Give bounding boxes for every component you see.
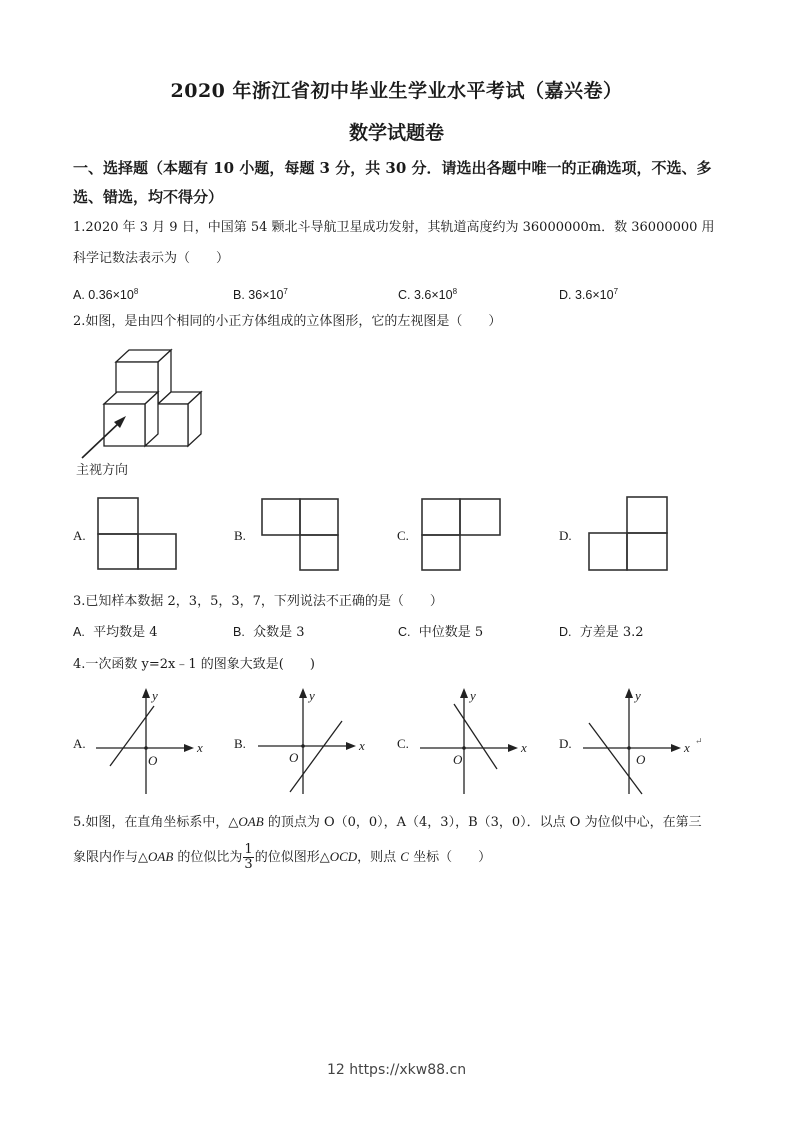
option-value: 0.36×10 (88, 288, 134, 303)
option-label: D. (559, 288, 572, 303)
question-5-line-2 (73, 840, 723, 875)
page-footer: 12 https://xkw88.cn (326, 1062, 467, 1078)
option-exponent: 8 (133, 287, 139, 296)
svg-text:y: y (152, 688, 158, 703)
svg-text:y: y (635, 688, 641, 703)
option-3a (73, 617, 233, 648)
question-text: 2020 年 3 月 9 日，中国第 54 颗北斗导航卫星成功发射，其轨道高度约为 36000000m．数 36000000 用科学记数法表示为（ ） (73, 220, 715, 266)
option-label: C. (398, 288, 411, 303)
svg-text:x: x (521, 740, 527, 755)
option-label: B. (233, 288, 245, 303)
page-title: 2020 年浙江省初中毕业生学业水平考试（嘉兴卷） (170, 80, 623, 102)
math-term: OAB (148, 849, 174, 864)
question-text: 的位似图形△ (254, 850, 330, 865)
option-4c-label: C. (397, 736, 409, 751)
option-text: 众数是 3 (253, 625, 305, 640)
option-4b-graph (258, 688, 373, 798)
question-text: 如图，在直角坐标系中，△ (85, 815, 239, 830)
return-mark-icon: ↵ (695, 737, 703, 747)
svg-text:O: O (636, 752, 646, 767)
figure-caption: 主视方向 (76, 463, 129, 478)
question-text: 如图，是由四个相同的小正方体组成的立体图形，它的左视图是（ ） (85, 314, 502, 329)
question-3 (73, 586, 723, 617)
svg-text:y: y (470, 688, 476, 703)
option-3b (233, 617, 393, 648)
option-2d-shape (588, 496, 670, 574)
option-value: 3.6×10 (574, 288, 614, 303)
option-2c-shape (421, 498, 503, 572)
option-3c (398, 617, 558, 648)
option-2d-label: D. (559, 528, 572, 543)
option-text: 中位数是 5 (418, 625, 484, 640)
question-number: 1. (73, 220, 86, 235)
svg-text:x: x (359, 738, 365, 753)
option-4a-graph (96, 688, 211, 798)
option-label: C. (398, 625, 411, 639)
question-number: 5. (73, 815, 86, 830)
option-label: A. (73, 288, 85, 303)
option-4b-label: B. (234, 736, 246, 751)
option-2b-shape (261, 498, 343, 572)
section-heading: 一、选择题（本题有 10 小题，每题 3 分，共 30 分．请选出各题中唯一的正确选项，不选、多选、错选，均不得分） (73, 159, 712, 206)
question-text: 的位似比为 (173, 850, 243, 865)
question-text: 一次函数 y=2x﹣1 的图象大致是( ) (85, 657, 315, 672)
option-value: 3.6×10 (413, 288, 453, 303)
question-number: 3. (73, 594, 86, 609)
option-2a-label: A. (73, 528, 86, 543)
question-text: 已知样本数据 2，3，5，3，7，下列说法不正确的是（ ） (85, 594, 443, 609)
math-term: OCD (329, 849, 358, 864)
svg-text:x: x (684, 740, 690, 755)
math-term: C (400, 849, 409, 864)
option-4a-label: A. (73, 736, 86, 751)
math-term: OAB (238, 814, 264, 829)
option-4d-graph (583, 688, 703, 798)
option-4d-label: D. (559, 736, 572, 751)
question-text: O（0，0），A（4，3），B（3，0）．以点 O 为位似中心，在第三 (323, 815, 702, 830)
question-1 (73, 212, 723, 274)
svg-text:y: y (309, 688, 315, 703)
option-label: A. (73, 625, 85, 639)
question-2 (73, 306, 723, 337)
fraction (243, 843, 253, 872)
question-text: ，则点 (357, 850, 401, 865)
question-number: 4. (73, 657, 86, 672)
option-3d (559, 617, 719, 648)
question-5-line-1 (73, 806, 723, 838)
option-label: B. (233, 625, 245, 639)
question-text: 象限内作与△ (73, 850, 148, 865)
option-2c-label: C. (397, 528, 409, 543)
svg-text:O: O (289, 750, 299, 765)
option-exponent: 8 (452, 287, 458, 296)
page-subtitle: 数学试题卷 (348, 122, 444, 144)
question-text: 的顶点为 (263, 815, 324, 830)
option-2a-shape (97, 497, 179, 571)
option-text: 平均数是 4 (93, 625, 158, 640)
svg-text:x: x (197, 740, 203, 755)
option-exponent: 7 (283, 287, 288, 296)
option-2b-label: B. (234, 528, 246, 543)
fraction-denominator: 3 (244, 857, 253, 872)
fraction-numerator: 1 (244, 842, 253, 857)
option-exponent: 7 (613, 287, 619, 296)
option-value: 36×10 (248, 288, 284, 303)
question-text: 坐标（ ） (408, 850, 492, 865)
option-label: D. (559, 625, 572, 639)
svg-text:O: O (453, 752, 463, 767)
question-4 (73, 649, 723, 680)
option-4c-graph (420, 688, 535, 798)
question-number: 2. (73, 314, 86, 329)
cube-stack-figure (70, 340, 220, 480)
option-text: 方差是 3.2 (579, 625, 644, 640)
svg-text:O: O (148, 753, 158, 768)
